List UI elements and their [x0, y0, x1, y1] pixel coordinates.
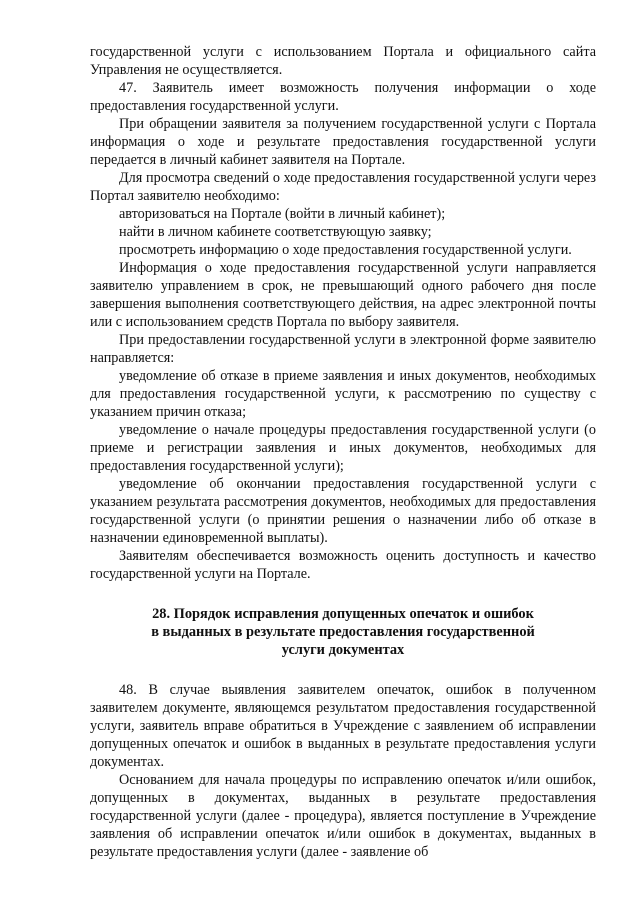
heading-line: услуги документах [281, 642, 405, 658]
list-item-start-notice: уведомление о начале процедуры предоставления государственной услуги (о приеме и регистрации заявления и иных документов, необходимых для предоставления государственной услуги); [90, 422, 596, 474]
paragraph-procedure-basis: Основанием для начала процедуры по исправлению опечаток и/или ошибок, допущенных в документах, выданных в результате предоставления государственной услуги (далее - процедура), является поступление в Учреждение заявления об исправлении опечаток и/или ошибок в документах, выданных в результате предоставления услуги (далее - заявление об [90, 772, 596, 860]
heading-line: в выданных в результате предоставления государственной [151, 624, 535, 640]
paragraph-quality-rating: Заявителям обеспечивается возможность оценить доступность и качество государственной услуги на Портале. [90, 548, 596, 582]
paragraph-portal-info: При обращении заявителя за получением государственной услуги с Портала информация о ходе и результате предоставления государственной услуги передается в личный кабинет заявителя на Портале. [90, 116, 596, 168]
section-heading-28 [90, 605, 596, 659]
list-item-refusal-notice: уведомление об отказе в приеме заявления и иных документов, необходимых для предоставления государственной услуги, к рассмотрению по существу с указанием причин отказа; [90, 368, 596, 420]
paragraph-47: 47. Заявитель имеет возможность получения информации о ходе предоставления государственной услуги. [90, 80, 596, 114]
list-item-completion-notice: уведомление об окончании предоставления государственной услуги с указанием результата рассмотрения документов, необходимых для предоставления государственной услуги (о принятии решения о назначении либо об отказе в назначении единовременной выплаты). [90, 476, 596, 546]
paragraph-view-steps-intro: Для просмотра сведений о ходе предоставления государственной услуги через Портал заявителю необходимо: [90, 170, 596, 204]
paragraph-continuation: государственной услуги с использованием Портала и официального сайта Управления не осуществляется. [90, 44, 596, 78]
document-page [90, 43, 596, 861]
heading-line: 28. Порядок исправления допущенных опечаток и ошибок [152, 606, 534, 622]
paragraph-info-delivery: Информация о ходе предоставления государственной услуги направляется заявителю управлением в срок, не превышающий одного рабочего дня после завершения выполнения соответствующего действия, на адрес электронной почты или с использованием средств Портала по выбору заявителя. [90, 260, 596, 330]
list-item-find-request: найти в личном кабинете соответствующую заявку; [119, 224, 432, 240]
paragraph-48: 48. В случае выявления заявителем опечаток, ошибок в полученном заявителем документе, являющемся результатом предоставления государственной услуги, заявитель вправе обратиться в Учреждение с заявлением об исправлении допущенных опечаток и ошибок в выданных в результате предоставления услуги документах. [90, 682, 596, 770]
list-item-view-info: просмотреть информацию о ходе предоставления государственной услуги. [119, 242, 572, 258]
paragraph-electronic-form: При предоставлении государственной услуги в электронной форме заявителю направляется: [90, 332, 596, 366]
list-item-authorize: авторизоваться на Портале (войти в личный кабинет); [119, 206, 446, 222]
